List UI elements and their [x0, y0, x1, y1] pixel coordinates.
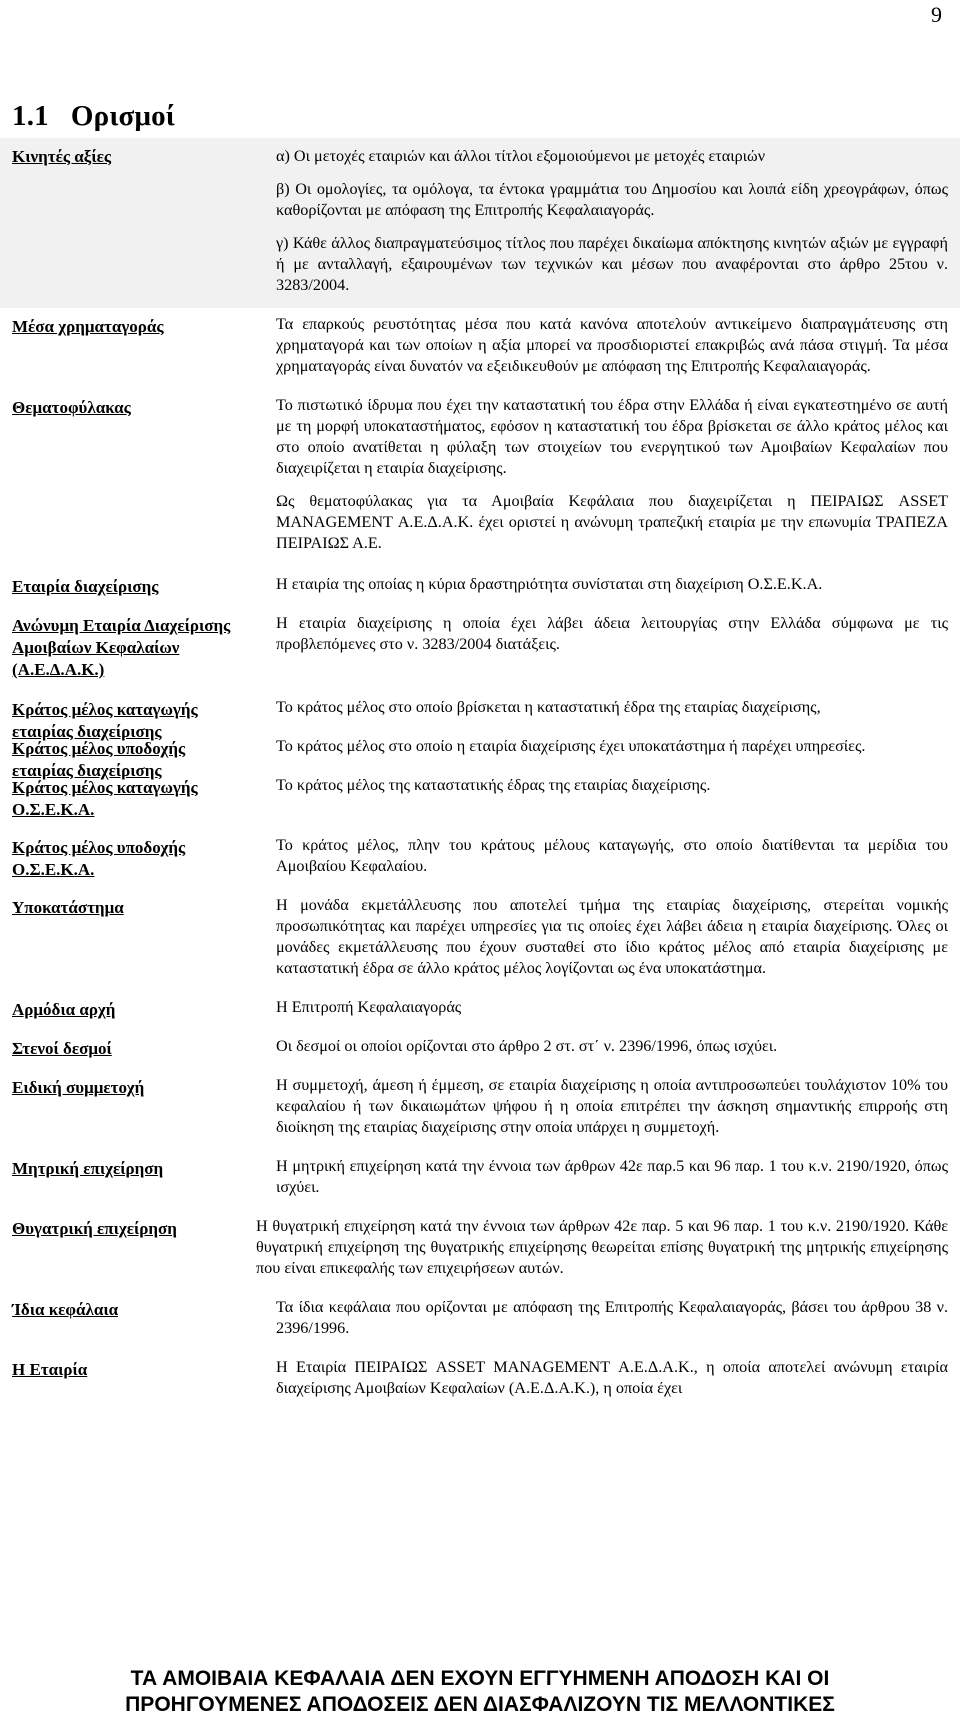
definition-row: [0, 769, 960, 829]
definition-body: [276, 1030, 948, 1069]
definition-row: [0, 889, 960, 991]
definition-text: Η Επιτροπή Κεφαλαιαγοράς: [276, 998, 462, 1016]
definition-text: Τα ίδια κεφάλαια που ορίζονται με απόφαση της Επιτροπής Κεφαλαιαγοράς, βάσει του άρθρου 38 ν. 2396/1996.: [276, 1298, 948, 1337]
definition-text: Τα επαρκούς ρευστότητας μέσα που κατά κανόνα αποτελούν αντικείμενο διαπραγμάτευσης στη χρηματαγορά και των οποίων η αξία μπορεί να προσδιοριστεί επακριβώς ανά πάσα στιγμή. Τα μέσα χρηματαγοράς είναι δυνατόν να εξειδικευθούν με απόφαση της Επιτροπής Κεφαλαιαγοράς.: [276, 315, 948, 375]
definition-text: γ) Κάθε άλλος διαπραγματεύσιμος τίτλος που παρέχει δικαίωμα απόκτησης κινητών αξιών με εγγραφή ή με ανταλλαγή, εξαιρουμένων των τεχνικών και μέσων που αναφέρονται στο άρθρο 25του ν. 3283/2004.: [276, 234, 948, 294]
definition-term: Αρμόδια αρχή: [12, 1000, 116, 1019]
definition-text: Η συμμετοχή, άμεση ή έμμεση, σε εταιρία διαχείρισης η οποία αντιπροσωπεύει τουλάχιστον 10% του κεφαλαίου ή των δικαιωμάτων ψήφου ή η οποία επιτρέπει την άσκηση σημαντικής επιρροής στη διοίκηση της εταιρίας διαχείρισης στην οποία υπάρχει η συμμετοχή.: [276, 1076, 948, 1136]
definition-term: Θεματοφύλακας: [12, 398, 131, 417]
section-title: Ορισμοί: [70, 100, 176, 132]
definition-term: Μητρική επιχείρηση: [12, 1159, 164, 1178]
definition-text: Η μητρική επιχείρηση κατά την έννοια των άρθρων 42ε παρ.5 και 96 παρ. 1 του κ.ν. 2190/1920, όπως ισχύει.: [276, 1157, 948, 1196]
definition-text: α) Οι μετοχές εταιριών και άλλοι τίτλοι εξομοιούμενοι με μετοχές εταιριών: [276, 147, 766, 165]
definition-term: Η Εταιρία: [12, 1360, 88, 1379]
definition-row: [0, 1351, 960, 1411]
definition-term: Κράτος μέλος υποδοχής Ο.Σ.Ε.Κ.Α.: [12, 838, 186, 879]
page-number: 9: [931, 2, 942, 27]
definition-text: Ως θεματοφύλακας για τα Αμοιβαία Κεφάλαια που διαχειρίζεται η ΠΕΙΡΑΙΩΣ ASSET MANAGEMENT Α.Ε.Δ.Α.Κ. έχει οριστεί η ανώνυμη τραπεζική εταιρία με την επωνυμία ΤΡΑΠΕΖΑ ΠΕΙΡΑΙΩΣ Α.Ε.: [276, 492, 948, 552]
definition-row: [0, 691, 960, 741]
definition-text: Το κράτος μέλος της καταστατικής έδρας της εταιρίας διαχείρισης.: [276, 776, 711, 794]
definition-body: [276, 389, 948, 568]
definition-term: Κινητές αξίες: [12, 147, 112, 166]
definition-row: [0, 568, 960, 607]
definition-term: Ειδική συμμετοχή: [12, 1078, 145, 1097]
definition-body: [256, 1210, 948, 1291]
definition-term: Ίδια κεφάλαια: [12, 1300, 119, 1319]
definition-row: [0, 138, 960, 308]
definition-text: Η εταιρία της οποίας η κύρια δραστηριότητα συνίσταται στη διαχείριση Ο.Σ.Ε.Κ.Α.: [276, 575, 823, 593]
definition-term: Μέσα χρηματαγοράς: [12, 317, 164, 336]
definition-row: [0, 607, 960, 691]
definition-body: [276, 1291, 948, 1351]
definition-text: Το πιστωτικό ίδρυμα που έχει την καταστατική του έδρα στην Ελλάδα ή είναι εγκατεστημένο σε αυτή με τη μορφή υποκαταστήματος, εφόσον η καταστατική του έδρα βρίσκεται σε άλλο κράτος μέλος και στο οποίο ανατίθεται η φύλαξη των στοιχείων του ενεργητικού των Αμοιβαίων Κεφαλαίων που διαχειρίζεται η εταιρία διαχείρισης.: [276, 396, 948, 477]
definition-text: Οι δεσμοί οι οποίοι ορίζονται στο άρθρο 2 στ. στ΄ ν. 2396/1996, όπως ισχύει.: [276, 1037, 778, 1055]
definition-body: [276, 1150, 948, 1210]
definition-text: Το κράτος μέλος στο οποίο βρίσκεται η καταστατική έδρα της εταιρίας διαχείρισης,: [276, 698, 821, 716]
definition-body: [276, 568, 948, 607]
definition-term: Κράτος μέλος καταγωγής Ο.Σ.Ε.Κ.Α.: [12, 778, 198, 819]
definition-row: [0, 1069, 960, 1150]
definition-body: [276, 691, 948, 730]
definition-text: Το κράτος μέλος, πλην του κράτους μέλους καταγωγής, στο οποίο διατίθενται τα μερίδια του Αμοιβαίου Κεφαλαίου.: [276, 836, 948, 875]
definition-body: [276, 889, 948, 991]
definition-row: [0, 389, 960, 568]
definition-text: Η θυγατρική επιχείρηση κατά την έννοια των άρθρων 42ε παρ. 5 και 96 παρ. 1 του κ.ν. 2190/1920. Κάθε θυγατρική επιχείρηση της θυγατρικής επιχείρησης θεωρείται επίσης θυγατρική της μητρικής επιχείρησης που είναι επικεφαλής των επιχειρήσεων αυτών.: [256, 1217, 948, 1277]
definition-text: Η Εταιρία ΠΕΙΡΑΙΩΣ ASSET MANAGEMENT Α.Ε.Δ.Α.Κ., η οποία αποτελεί ανώνυμη εταιρία διαχείρισης Αμοιβαίων Κεφαλαίων (Α.Ε.Δ.Α.Κ.), η οποία έχει: [276, 1358, 948, 1397]
definition-text: Η μονάδα εκμετάλλευσης που αποτελεί τμήμα της εταιρίας διαχείρισης, στερείται νομικής προσωπικότητας και παρέχει υπηρεσίες για τις οποίες έχει λάβει άδεια η εταιρία διαχείρισης. Όλες οι μονάδες εκμετάλλευσης που έχουν συσταθεί στο ίδιο κράτος μέλος από εταιρία διαχείρισης με καταστατική έδρα σε άλλο κράτος μέλος λογίζονται ως ένα υποκατάστημα.: [276, 896, 948, 977]
definition-text: Η εταιρία διαχείρισης η οποία έχει λάβει άδεια λειτουργίας στην Ελλάδα σύμφωνα με τις προβλεπόμενες στο ν. 3283/2004 διατάξεις.: [276, 614, 948, 653]
definition-body: [276, 308, 948, 389]
definition-text: Το κράτος μέλος στο οποίο η εταιρία διαχείρισης έχει υποκατάστημα ή παρέχει υπηρεσίες.: [276, 737, 866, 755]
definition-term: Εταιρία διαχείρισης: [12, 577, 159, 596]
disclaimer-line: ΠΡΟΗΓΟΥΜΕΝΕΣ ΑΠΟΔΟΣΕΙΣ ΔΕΝ ΔΙΑΣΦΑΛΙΖΟΥΝ ΤΙΣ ΜΕΛΛΟΝΤΙΚΕΣ: [125, 1693, 835, 1716]
definition-row: [0, 1210, 960, 1291]
definition-body: [276, 138, 948, 308]
definition-body: [276, 1069, 948, 1150]
definition-term: Στενοί δεσμοί: [12, 1039, 112, 1058]
definition-row: [0, 991, 960, 1030]
definition-row: [0, 1291, 960, 1351]
section-number: 1.1: [12, 100, 49, 132]
definition-row: [0, 730, 960, 780]
disclaimer-footer: [0, 1666, 960, 1718]
definition-text: β) Οι ομολογίες, τα ομόλογα, τα έντοκα γραμμάτια του Δημοσίου και λοιπά είδη χρεογράφων, όπως καθορίζονται με απόφαση της Επιτροπής Κεφαλαιαγοράς.: [276, 180, 948, 219]
definition-body: [276, 1351, 948, 1411]
section-heading: [12, 100, 175, 133]
definition-row: [0, 829, 960, 889]
disclaimer-line: ΤΑ ΑΜΟΙΒΑΙΑ ΚΕΦΑΛΑΙΑ ΔΕΝ ΕΧΟΥΝ ΕΓΓΥΗΜΕΝΗ ΑΠΟΔΟΣΗ ΚΑΙ ΟΙ: [130, 1667, 830, 1690]
definition-term: Υποκατάστημα: [12, 898, 124, 917]
definition-body: [276, 730, 948, 769]
definition-row: [0, 308, 960, 389]
definition-body: [276, 829, 948, 889]
definition-row: [0, 1030, 960, 1069]
definition-row: [0, 1150, 960, 1210]
definition-term: Κράτος μέλος καταγωγής εταιρίας διαχείρισης: [12, 700, 198, 741]
definition-body: [276, 991, 948, 1030]
definition-body: [276, 769, 948, 829]
definitions-table: [0, 138, 960, 1411]
definition-term: Ανώνυμη Εταιρία Διαχείρισης Αμοιβαίων Κεφαλαίων (Α.Ε.Δ.Α.Κ.): [12, 616, 231, 679]
definition-term: Κράτος μέλος υποδοχής εταιρίας διαχείρισης: [12, 739, 186, 780]
definition-term: Θυγατρική επιχείρηση: [12, 1219, 177, 1238]
definition-body: [276, 607, 948, 691]
